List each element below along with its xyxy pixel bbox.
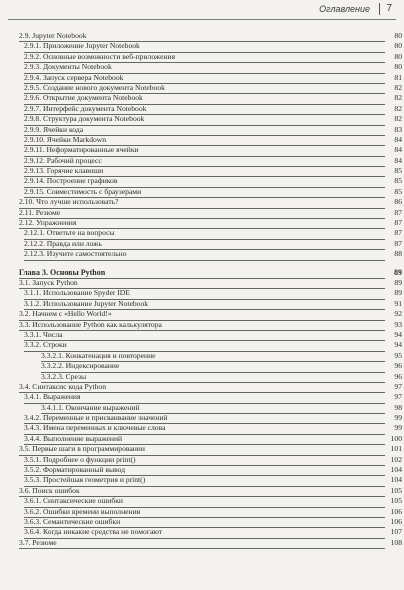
toc-page-number: 108 bbox=[390, 537, 402, 547]
running-header bbox=[0, 0, 404, 18]
toc-page-number: 85 bbox=[394, 186, 402, 196]
toc-entry-label: 3.5.2. Форматированный вывод bbox=[24, 465, 126, 475]
toc-page-number: 98 bbox=[394, 402, 402, 412]
toc-row bbox=[0, 330, 404, 340]
toc-page-number: 95 bbox=[394, 350, 402, 360]
toc-entry-label: 3.3.1. Числа bbox=[24, 329, 63, 339]
toc-page-number: 106 bbox=[390, 516, 402, 526]
toc-page-number: 81 bbox=[394, 72, 402, 82]
toc-row bbox=[0, 299, 404, 309]
toc-page-number: 107 bbox=[390, 527, 402, 537]
toc-row bbox=[0, 31, 404, 41]
toc-page-number: 84 bbox=[394, 155, 402, 165]
toc-page-number: 96 bbox=[394, 371, 402, 381]
toc-page-number: 91 bbox=[394, 298, 402, 308]
toc-entry-label: 3.4. Синтаксис кода Python bbox=[19, 381, 107, 391]
toc-row bbox=[0, 320, 404, 330]
toc-entry-leader bbox=[24, 249, 385, 260]
toc-page-number: 89 bbox=[394, 267, 402, 277]
toc-entry-label: 2.9.5. Создание нового документа Notebook bbox=[24, 82, 165, 92]
toc-entry-label: 3.4.4. Выполнение выражений bbox=[24, 433, 123, 443]
toc-entry-leader bbox=[19, 538, 385, 549]
toc-row bbox=[0, 176, 404, 186]
toc-row bbox=[0, 486, 404, 496]
toc-entry-label: 3.2. Начнем с «Hello World!» bbox=[19, 309, 112, 319]
toc-entry-label: 3.4.2. Переменные и присваивание значений bbox=[24, 413, 168, 423]
toc-page-number: 96 bbox=[394, 361, 402, 371]
toc-entry-label: 2.9.11. Неформатированные ячейки bbox=[24, 145, 139, 155]
toc-page-number: 80 bbox=[394, 31, 402, 40]
toc-entry-label: 2.12.2. Правда или ложь bbox=[24, 238, 102, 248]
toc-row bbox=[0, 372, 404, 382]
toc-row bbox=[0, 41, 404, 51]
toc-entry-label: 3.3.2.1. Конкатенация и повторение bbox=[41, 350, 156, 360]
toc-row bbox=[0, 156, 404, 166]
toc-entry-label: 2.9.6. Открытие документа Notebook bbox=[24, 93, 143, 103]
toc-row bbox=[0, 465, 404, 475]
header-rule bbox=[8, 19, 396, 20]
toc-row bbox=[0, 114, 404, 124]
toc-page-number: 85 bbox=[394, 166, 402, 176]
toc-row bbox=[0, 62, 404, 72]
toc-entry-label: 3.6. Поиск ошибок bbox=[19, 485, 80, 495]
toc-entry-label: 3.1.2. Использование Jupyter Notebook bbox=[24, 298, 149, 308]
toc-page-number: 80 bbox=[394, 51, 402, 61]
toc-entry-label: 2.10. Что лучше использовать? bbox=[19, 197, 119, 207]
toc-page-number: 100 bbox=[390, 433, 402, 443]
toc-page-number: 87 bbox=[394, 207, 402, 217]
toc-row bbox=[0, 83, 404, 93]
toc-entry-label: 3.5. Первые шаги в программировании bbox=[19, 444, 145, 454]
toc-page-number: 87 bbox=[394, 238, 402, 248]
toc-row bbox=[0, 166, 404, 176]
toc-row bbox=[0, 455, 404, 465]
header-page-number: 7 bbox=[386, 3, 392, 14]
toc-page-number: 99 bbox=[394, 423, 402, 433]
toc-row bbox=[0, 73, 404, 83]
toc-entry-label: Глава 3. Основы Python bbox=[19, 267, 106, 277]
toc-page-number: 97 bbox=[394, 381, 402, 391]
toc-entry-label: 2.9.10. Ячейки Markdown bbox=[24, 134, 107, 144]
toc-row bbox=[0, 104, 404, 114]
toc-page-number: 94 bbox=[394, 340, 402, 350]
toc-page-number: 89 bbox=[394, 277, 402, 287]
toc-row bbox=[0, 538, 404, 548]
chapter-gap bbox=[0, 260, 404, 268]
toc-row bbox=[0, 527, 404, 537]
table-of-contents bbox=[0, 31, 404, 548]
toc-entry-label: 2.9.15. Совместимость с браузерами bbox=[24, 186, 142, 196]
toc-row bbox=[0, 288, 404, 298]
toc-page-number: 99 bbox=[394, 413, 402, 423]
toc-page-number: 82 bbox=[394, 93, 402, 103]
toc-row bbox=[0, 239, 404, 249]
toc-row bbox=[0, 423, 404, 433]
toc-entry-label: 2.9.1. Приложение Jupyter Notebook bbox=[24, 41, 140, 51]
toc-entry-label: 3.1. Запуск Python bbox=[19, 277, 78, 287]
toc-entry-label: 3.1.1. Использование Spyder IDE bbox=[24, 288, 130, 298]
toc-page-number: 93 bbox=[394, 319, 402, 329]
toc-page-number: 101 bbox=[390, 444, 402, 454]
toc-row bbox=[0, 228, 404, 238]
toc-entry-label: 2.12.1. Ответьте на вопросы bbox=[24, 228, 115, 238]
toc-row bbox=[0, 392, 404, 402]
toc-row bbox=[0, 218, 404, 228]
header-separator bbox=[379, 3, 380, 15]
toc-entry-label: 2.9. Jupyter Notebook bbox=[19, 31, 87, 40]
toc-row bbox=[0, 93, 404, 103]
toc-row bbox=[0, 145, 404, 155]
toc-entry-label: 2.9.13. Горячие клавиши bbox=[24, 166, 104, 176]
toc-page-number: 105 bbox=[390, 496, 402, 506]
toc-row bbox=[0, 125, 404, 135]
toc-page-number: 106 bbox=[390, 506, 402, 516]
toc-page-number: 87 bbox=[394, 218, 402, 228]
toc-page-number: 80 bbox=[394, 41, 402, 51]
toc-entry-label: 2.11. Резюме bbox=[19, 207, 61, 217]
toc-entry-label: 3.3.2.2. Индексирование bbox=[41, 361, 120, 371]
toc-row bbox=[0, 444, 404, 454]
toc-page-number: 102 bbox=[390, 454, 402, 464]
toc-row bbox=[0, 197, 404, 207]
toc-entry-label: 3.6.1. Синтаксические ошибки bbox=[24, 496, 123, 506]
toc-entry-label: 2.9.3. Документы Notebook bbox=[24, 62, 112, 72]
toc-page-number: 82 bbox=[394, 82, 402, 92]
toc-row bbox=[0, 208, 404, 218]
toc-entry-label: 3.7. Резюме bbox=[19, 537, 57, 547]
toc-entry-label: 3.4.3. Имена переменных и ключевые слова bbox=[24, 423, 166, 433]
toc-entry-label: 2.9.14. Построение графиков bbox=[24, 176, 118, 186]
toc-row bbox=[0, 413, 404, 423]
toc-row bbox=[0, 382, 404, 392]
toc-row bbox=[0, 187, 404, 197]
toc-row bbox=[0, 351, 404, 361]
toc-entry-label: 3.6.3. Семантические ошибки bbox=[24, 516, 121, 526]
toc-entry-label: 3.3.2. Строки bbox=[24, 340, 67, 350]
toc-page-number: 82 bbox=[394, 103, 402, 113]
toc-row bbox=[0, 278, 404, 288]
toc-page-number: 87 bbox=[394, 228, 402, 238]
toc-page-number: 80 bbox=[394, 62, 402, 72]
toc-page-number: 104 bbox=[390, 475, 402, 485]
toc-entry-label: 3.5.3. Простейшая геометрия и print() bbox=[24, 475, 146, 485]
toc-row bbox=[0, 309, 404, 319]
toc-page-number: 82 bbox=[394, 114, 402, 124]
toc-entry-label: 3.6.4. Когда никакие средства не помогают bbox=[24, 527, 163, 537]
toc-row bbox=[0, 496, 404, 506]
toc-page-number: 83 bbox=[394, 124, 402, 134]
toc-entry-label: 2.9.8. Структура документа Notebook bbox=[24, 114, 145, 124]
toc-row bbox=[0, 135, 404, 145]
toc-page-number: 89 bbox=[394, 288, 402, 298]
toc-entry-label: 3.3.2.3. Срезы bbox=[41, 371, 87, 381]
toc-entry-label: 3.6.2. Ошибки времени выполнения bbox=[24, 506, 141, 516]
header-title: Оглавление bbox=[319, 4, 370, 14]
toc-row bbox=[0, 517, 404, 527]
toc-entry-label: 2.12. Упражнения bbox=[19, 218, 77, 228]
toc-entry-label: 2.12.3. Изучите самостоятельно bbox=[24, 249, 127, 259]
toc-entry-label: 3.4.1.1. Окончание выражений bbox=[41, 402, 140, 412]
toc-row bbox=[0, 52, 404, 62]
toc-entry-label: 2.9.12. Рабочий процесс bbox=[24, 155, 102, 165]
toc-page-number: 92 bbox=[394, 309, 402, 319]
toc-entry-label: 2.9.4. Запуск сервера Notebook bbox=[24, 72, 124, 82]
toc-entry-label: 3.5.1. Подробнее о функции print() bbox=[24, 454, 136, 464]
toc-chapter-row bbox=[0, 268, 404, 278]
toc-page-number: 105 bbox=[390, 485, 402, 495]
toc-row bbox=[0, 475, 404, 485]
toc-entry-label: 2.9.9. Ячейки кода bbox=[24, 124, 84, 134]
toc-entry-label: 2.9.7. Интерфейс документа Notebook bbox=[24, 103, 147, 113]
toc-page-number: 86 bbox=[394, 197, 402, 207]
toc-row bbox=[0, 507, 404, 517]
toc-entry-label: 3.4.1. Выражения bbox=[24, 392, 81, 402]
toc-entry-label: 3.3. Использование Python как калькулятора bbox=[19, 319, 162, 329]
toc-row bbox=[0, 361, 404, 371]
toc-page-number: 104 bbox=[390, 465, 402, 475]
toc-row bbox=[0, 434, 404, 444]
toc-page-number: 94 bbox=[394, 329, 402, 339]
toc-row bbox=[0, 340, 404, 350]
toc-page-number: 84 bbox=[394, 145, 402, 155]
toc-page-number: 97 bbox=[394, 392, 402, 402]
toc-page-number: 88 bbox=[394, 249, 402, 259]
toc-row bbox=[0, 403, 404, 413]
toc-page-number: 85 bbox=[394, 176, 402, 186]
toc-entry-label: 2.9.2. Основные возможности веб-приложения bbox=[24, 51, 176, 61]
toc-page-number: 84 bbox=[394, 134, 402, 144]
toc-row bbox=[0, 249, 404, 259]
